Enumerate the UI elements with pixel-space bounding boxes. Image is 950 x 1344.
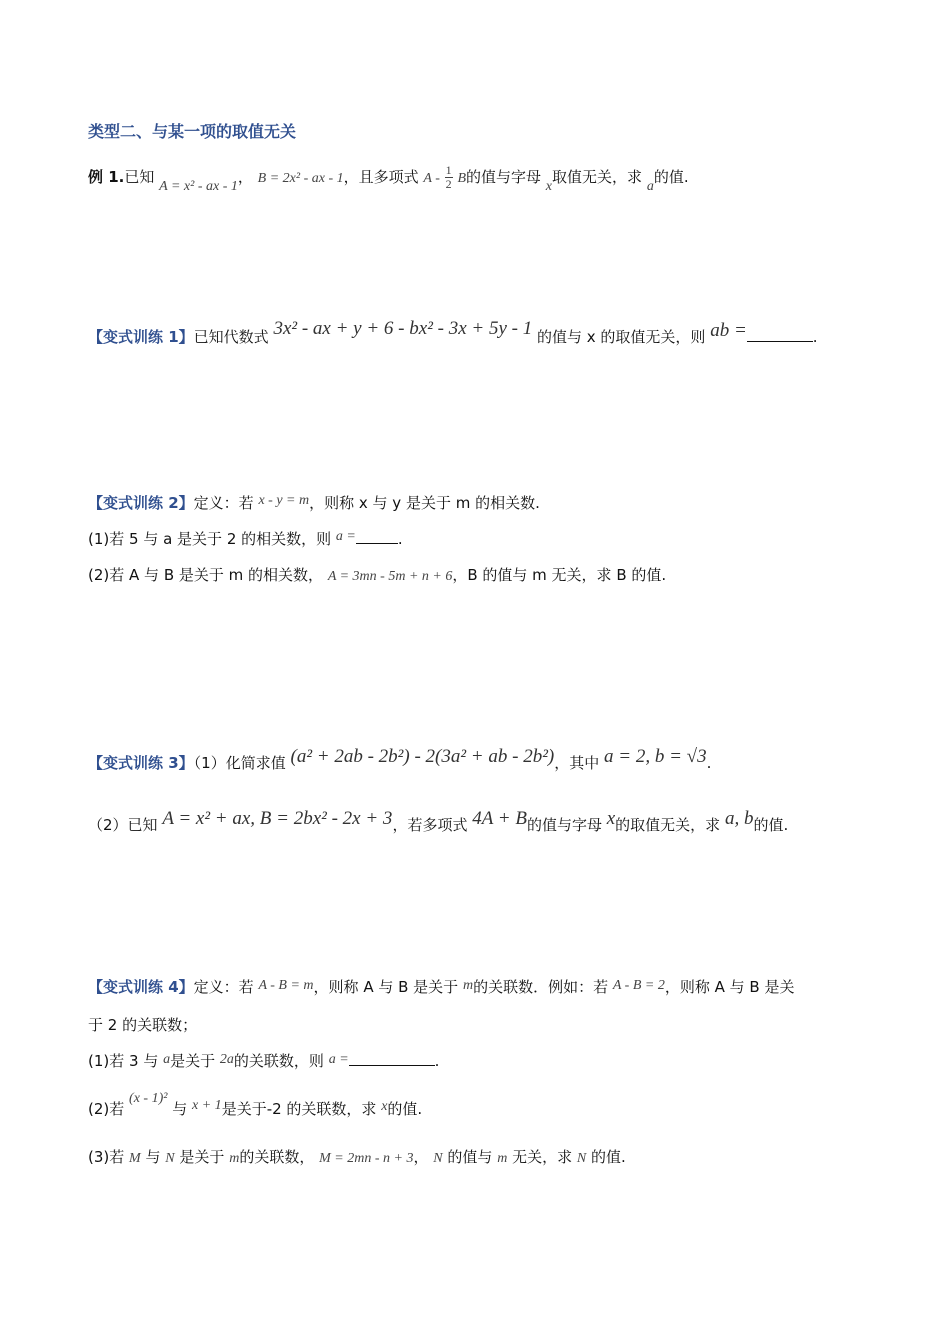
fraction-numerator: 1 [445, 163, 452, 177]
variant-tag: 【变式训练 2】 [88, 494, 194, 512]
formula-ab: ab = [710, 320, 747, 341]
section-heading: 类型二、与某一项的取值无关 [88, 122, 297, 141]
text: ，其中 [554, 754, 600, 772]
text: (2)若 [88, 1100, 125, 1118]
formula-expr: A - [423, 171, 440, 186]
variable-a: a [163, 1052, 171, 1067]
variable-x: x [545, 179, 553, 194]
variable-m: m [497, 1151, 508, 1166]
text: (3)若 [88, 1148, 125, 1166]
variable-x: x [381, 1099, 388, 1114]
text: 定义：若 [193, 978, 254, 996]
fraction-half [445, 164, 453, 191]
formula-4a-b: 4A + B [472, 808, 527, 829]
text: ，则称 x 与 y 是关于 m 的相关数. [309, 494, 540, 512]
variant-3-question-2 [88, 808, 789, 836]
text: 定义：若 [193, 494, 254, 512]
text: ， [413, 1148, 429, 1166]
variant-4-cont [88, 1014, 197, 1035]
text: 是关于 [179, 1148, 225, 1166]
formula-a-def: A = 3mn - 5m + n + 6 [327, 569, 453, 584]
fraction-denominator: 2 [445, 177, 452, 191]
text: (1)若 3 与 [88, 1052, 159, 1070]
variant-4-question-3 [88, 1146, 626, 1167]
variant-tag: 【变式训练 4】 [88, 978, 194, 996]
formula-values: a = 2, b = √3 [604, 746, 707, 767]
variant-4 [88, 976, 794, 997]
text: ，若多项式 [392, 816, 468, 834]
text: 取值无关，求 [552, 168, 643, 186]
text: 的值. [653, 168, 689, 186]
text: 的值与字母 [466, 168, 542, 186]
formula-simplify: (a² + 2ab - 2b²) - 2(3a² + ab - 2b²) [290, 746, 555, 767]
formula-x-minus-1-sq: (x - 1)² [129, 1091, 168, 1106]
text: . [434, 1052, 440, 1070]
text: ， [237, 168, 253, 186]
text: 的关联数， [239, 1148, 315, 1166]
text: 的值. [753, 816, 789, 834]
formula-2a: 2a [219, 1052, 234, 1067]
text: （2）已知 [88, 816, 158, 834]
variables-a-b: a, b [724, 808, 754, 829]
variant-4-question-2 [88, 1091, 423, 1119]
variable-n-cap: N [433, 1151, 443, 1166]
formula-example: A - B = 2 [612, 978, 665, 993]
text: (2)若 A 与 B 是关于 m 的相关数， [88, 566, 324, 584]
variable-x: x [606, 808, 616, 829]
answer-blank[interactable] [747, 327, 813, 342]
variant-2-question-1 [88, 528, 403, 549]
formula-m-def: M = 2mn - n + 3 [319, 1151, 414, 1166]
text: 无关，求 [512, 1148, 573, 1166]
formula-a: A = x² - ax - 1 [159, 179, 238, 194]
variant-2-question-2 [88, 564, 666, 585]
answer-blank[interactable] [356, 529, 398, 544]
variable-m: m [229, 1151, 240, 1166]
variable-m: m [462, 978, 474, 993]
example-label: 例 1. [88, 168, 125, 186]
text: 的取值无关，求 [615, 816, 721, 834]
text: 于 2 的关联数； [88, 1016, 198, 1034]
variant-4-question-1 [88, 1050, 439, 1071]
text: 的值. [591, 1148, 626, 1166]
variant-2 [88, 492, 540, 513]
text: . [812, 328, 818, 346]
example-1 [88, 163, 689, 194]
text: 是关于 [170, 1052, 216, 1070]
text: ，且多项式 [343, 168, 419, 186]
variant-tag: 【变式训练 1】 [88, 328, 194, 346]
text: 与 [172, 1100, 188, 1118]
text: . [706, 754, 712, 772]
text: 与 [145, 1148, 161, 1166]
text: 的值与字母 [526, 816, 602, 834]
text: ，则称 A 与 B 是关于 [313, 978, 459, 996]
variable-n-cap: N [576, 1151, 587, 1166]
variable-a: a [646, 179, 654, 194]
text: 的值与 x 的取值无关，则 [537, 328, 706, 346]
variant-tag: 【变式训练 3】 [88, 754, 194, 772]
text: 的关联数．例如：若 [473, 978, 609, 996]
text: 是关于-2 的关联数，求 [221, 1100, 377, 1118]
formula-expression: 3x² - ax + y + 6 - bx² - 3x + 5y - 1 [273, 318, 533, 339]
variable-m-cap: M [129, 1151, 141, 1166]
formula-x-plus-1: x + 1 [192, 1098, 222, 1113]
formula-a-b: A = x² + ax, B = 2bx² - 2x + 3 [162, 808, 393, 829]
variable-n-cap: N [165, 1151, 175, 1166]
formula-definition: x - y = m [258, 493, 310, 508]
text: ，则称 A 与 B 是关 [664, 978, 795, 996]
variant-1 [88, 318, 818, 348]
formula-b: B = 2x² - ax - 1 [257, 171, 344, 186]
text: 的关联数，则 [233, 1052, 324, 1070]
text: 已知代数式 [193, 328, 269, 346]
variant-3 [88, 746, 712, 774]
text: 的值. [387, 1100, 423, 1118]
formula-definition: A - B = m [258, 978, 314, 993]
text: (1)若 5 与 a 是关于 2 的相关数，则 [88, 530, 332, 548]
answer-blank[interactable] [349, 1051, 435, 1066]
formula-a-eq: a = [328, 1052, 349, 1067]
text: 的值与 [447, 1148, 493, 1166]
formula-b-symbol: B [457, 171, 466, 186]
formula-a-eq: a = [335, 529, 356, 544]
text: 已知 [124, 168, 155, 186]
text: （1）化简求值 [193, 754, 286, 772]
text: ，B 的值与 m 无关，求 B 的值. [452, 566, 667, 584]
text: . [397, 530, 403, 548]
